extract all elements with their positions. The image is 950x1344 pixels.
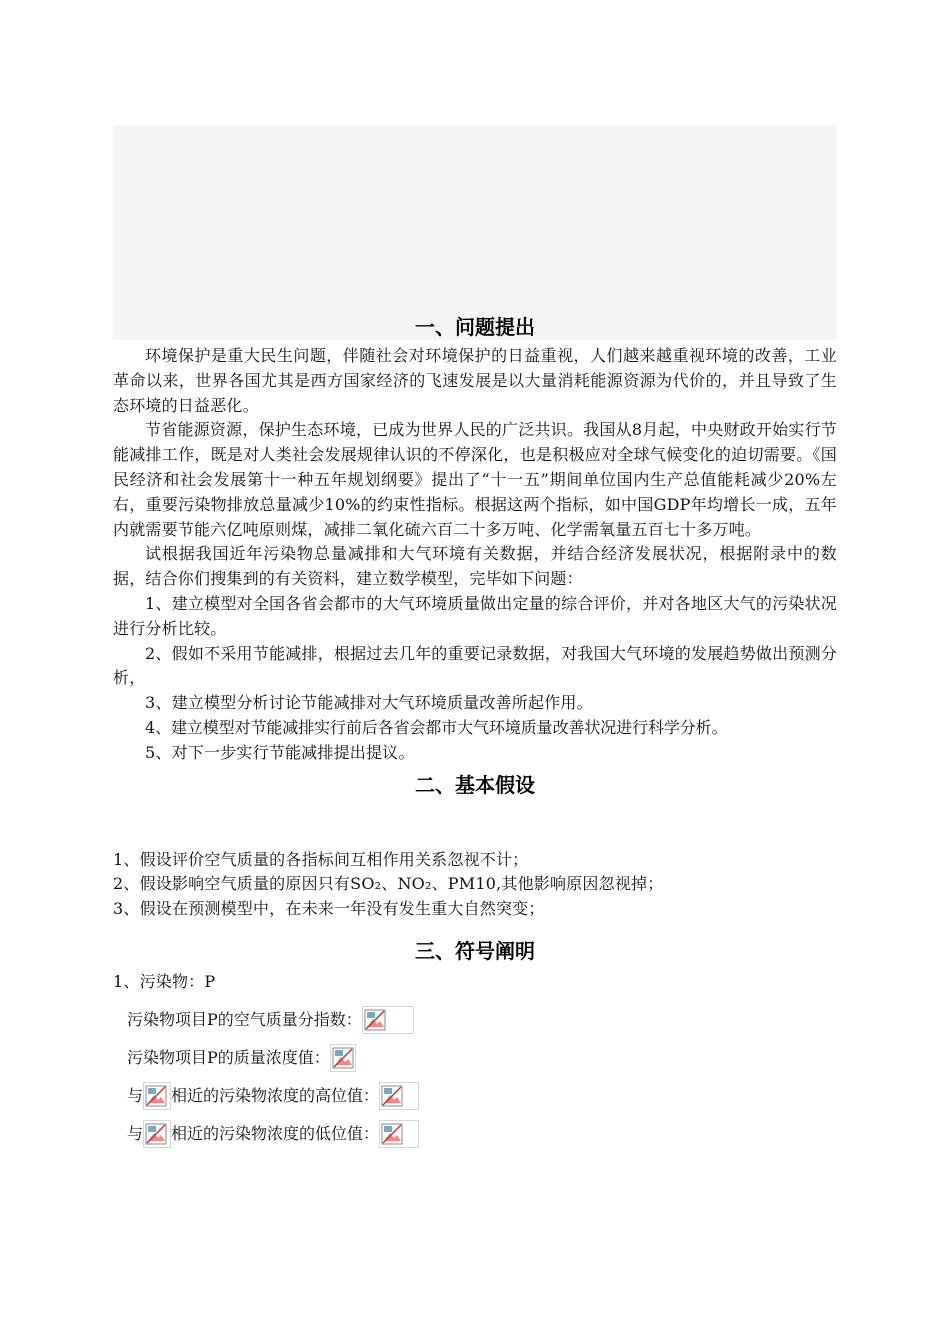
paragraph: 环境保护是重大民生问题，伴随社会对环境保护的日益重视，人们越来越重视环境的改善，工业革命以来，世界各国尤其是西方国家经济的飞速发展是以大量消耗能源资源为代价的，并且导致了生态环境的日益恶化。 (113, 346, 837, 415)
question-item: 2、假如不采用节能减排，根据过去几年的重要记录数据，对我国大气环境的发展趋势做出预测分析， (113, 643, 837, 688)
symbol-prefix: 与 (127, 1085, 144, 1105)
document-body (113, 312, 837, 1153)
question-item: 1、建立模型对全国各省会都市的大气环境质量做出定量的综合评价，并对各地区大气的污染状况进行分析比较。 (113, 593, 837, 638)
header-banner (113, 125, 837, 340)
assumption-item: 2、假设影响空气质量的原因只有SO₂、NO₂、PM10,其他影响原因忽视掉； (113, 874, 664, 894)
symbol-row-sub-index (113, 1001, 837, 1039)
broken-image-icon (143, 1120, 171, 1148)
question-item: 5、对下一步实行节能减排提出提议。 (145, 742, 415, 762)
section-heading-problem: 一、问题提出 (415, 315, 535, 339)
pollutant-line: 1、污染物：P (113, 971, 216, 991)
assumption-item: 1、假设评价空气质量的各指标间互相作用关系忽视不计； (113, 849, 529, 869)
symbol-label: 相近的污染物浓度的高位值： (171, 1085, 380, 1105)
symbol-row-concentration (113, 1039, 837, 1077)
section-heading-assumptions: 二、基本假设 (415, 772, 535, 797)
section-heading-symbols: 三、符号阐明 (415, 938, 535, 963)
question-item: 3、建立模型分析讨论节能减排对大气环境质量改善所起作用。 (145, 693, 593, 713)
symbol-label: 相近的污染物浓度的低位值： (171, 1123, 380, 1143)
symbol-label: 污染物项目P的质量浓度值： (127, 1047, 330, 1067)
broken-image-icon (330, 1044, 356, 1072)
assumption-item: 3、假设在预测模型中，在未来一年没有发生重大自然突变； (113, 899, 545, 919)
broken-image-icon (143, 1082, 171, 1110)
symbol-row-high (113, 1077, 837, 1115)
broken-image-icon (379, 1120, 419, 1148)
symbol-prefix: 与 (127, 1123, 144, 1143)
paragraph: 节省能源资源，保护生态环境，已成为世界人民的广泛共识。我国从8月起，中央财政开始实行节能减排工作，既是对人类社会发展规律认识的不停深化，也是积极应对全球气候变化的迫切需要。《国民经济和社会发展第十一种五年规划纲要》提出了“十一五”期间单位国内生产总值能耗减少20%左右，重要污染物排放总量减少10%的约束性指标。根据这两个指标，如中国GDP年均增长一成，五年内就需要节能六亿吨原则煤，减排二氧化硫六百二十多万吨、化学需氧量五百七十多万吨。 (113, 420, 837, 539)
paragraph: 试根据我国近年污染物总量减排和大气环境有关数据，并结合经济发展状况，根据附录中的数据，结合你们搜集到的有关资料，建立数学模型，完毕如下问题： (113, 544, 837, 589)
broken-image-icon (379, 1082, 419, 1110)
broken-image-icon (362, 1006, 414, 1034)
question-item: 4、建立模型对节能减排实行前后各省会都市大气环境质量改善状况进行科学分析。 (145, 717, 728, 737)
symbol-label: 污染物项目P的空气质量分指数： (127, 1009, 362, 1029)
symbol-row-low (113, 1115, 837, 1153)
